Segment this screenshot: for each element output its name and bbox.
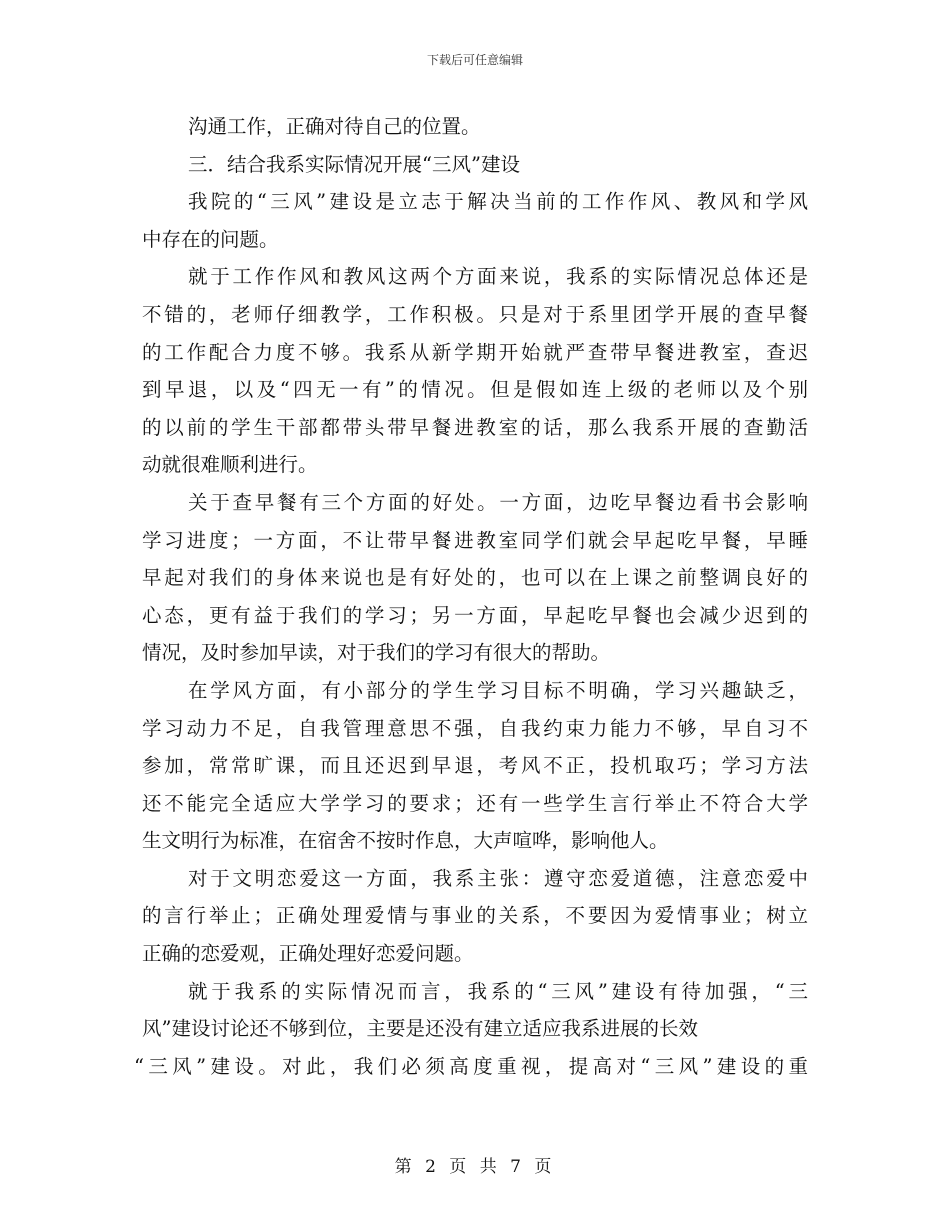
text-line: 情况，及时参加早读，对于我们的学习有很大的帮助。 [142, 641, 611, 665]
text-line: 的工作配合力度不够。我系从新学期开始就严查带早餐进教室，查迟 [142, 340, 808, 364]
section-heading: 三．结合我系实际情况开展“三风”建设 [188, 152, 520, 176]
text-line: 还不能完全适应大学学习的要求；还有一些学生言行举止不符合大学 [142, 791, 808, 815]
text-line: 的言行举止；正确处理爱情与事业的关系，不要因为爱情事业；树立 [142, 904, 808, 928]
text-line: 沟通工作，正确对待自己的位置。 [188, 115, 481, 138]
text-line: 就于工作作风和教风这两个方面来说，我系的实际情况总体还是 [188, 265, 808, 289]
document-body [134, 108, 808, 1085]
text-line: 关于查早餐有三个方面的好处。一方面，边吃早餐边看书会影响 [188, 490, 808, 514]
page-number: 第 2 页 共 7 页 [394, 1157, 556, 1177]
text-line: 到早退，以及“四无一有”的情况。但是假如连上级的老师以及个别 [142, 378, 808, 402]
text-line: 生文明行为标准，在宿舍不按时作息，大声喧哗，影响他人。 [142, 829, 669, 853]
text-line: 我院的“三风”建设是立志于解决当前的工作作风、教风和学风 [188, 190, 808, 214]
text-line: 就于我系的实际情况而言，我系的“三风”建设有待加强，“三 [188, 979, 808, 1003]
text-line: 中存在的问题。 [142, 227, 279, 251]
text-line: 风”建设讨论还不够到位，主要是还没有建立适应我系进展的长效 [142, 1017, 698, 1041]
text-line: 的以前的学生干部都带头带早餐进教室的话，那么我系开展的查勤活 [142, 415, 808, 439]
text-line: 学习进度；一方面，不让带早餐进教室同学们就会早起吃早餐，早睡 [142, 528, 808, 552]
text-line: 学习动力不足，自我管理意思不强，自我约束力能力不够，早自习不 [142, 716, 808, 740]
text-line: 在学风方面，有小部分的学生学习目标不明确，学习兴趣缺乏， [188, 678, 808, 702]
text-line: 对于文明恋爱这一方面，我系主张：遵守恋爱道德，注意恋爱中 [188, 866, 808, 890]
page-header: 下载后可任意编辑 [426, 53, 523, 67]
text-line: 参加，常常旷课，而且还迟到早退，考风不正，投机取巧；学习方法 [142, 754, 808, 778]
text-line: 心态，更有益于我们的学习；另一方面，早起吃早餐也会减少迟到的 [142, 603, 808, 627]
text-line: “三风”建设。对此，我们必须高度重视，提高对“三风”建设的重 [134, 1054, 808, 1078]
text-line: 早起对我们的身体来说也是有好处的，也可以在上课之前整调良好的 [142, 566, 808, 590]
text-line: 正确的恋爱观，正确处理好恋爱问题。 [142, 942, 474, 966]
text-line: 动就很难顺利进行。 [142, 453, 318, 477]
text-line: 不错的，老师仔细教学，工作积极。只是对于系里团学开展的查早餐 [142, 302, 808, 326]
